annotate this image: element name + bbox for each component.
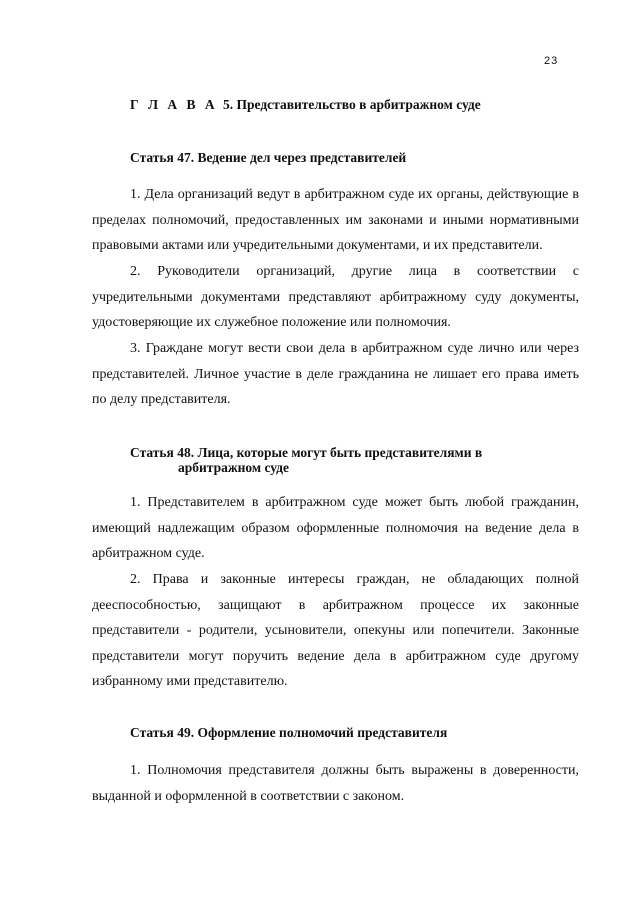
article-48-title xyxy=(130,445,482,475)
article-47-title: Статья 47. Ведение дел через представителей xyxy=(130,150,407,165)
article-48-paragraph-2: 2. Права и законные интересы граждан, не обладающих полной дееспособностью, защищают в арбитражном процессе их законные представители - родители, усыновители, опекуны или попечители. Законные представители могут поручить ведение дела в арбитражном суде другому избранному ими представителю. xyxy=(92,572,579,689)
page-number: 23 xyxy=(544,55,559,67)
article-47-paragraph-3: 3. Граждане могут вести свои дела в арбитражном суде лично или через представителей. Личное участие в деле гражданина не лишает его права иметь по делу представителя. xyxy=(92,341,579,407)
article-48-title-line-2: арбитражном суде xyxy=(178,460,290,475)
article-49-paragraph-1: 1. Полномочия представителя должны быть выражены в доверенности, выданной и оформленной в соответствии с законом. xyxy=(92,763,579,804)
chapter-label: Г Л А В А xyxy=(130,97,218,112)
article-49-title: Статья 49. Оформление полномочий представителя xyxy=(130,725,448,740)
article-48-paragraph-1: 1. Представителем в арбитражном суде может быть любой гражданин, имеющий надлежащим образом оформленные полномочия на ведение дела в арбитражном суде. xyxy=(92,495,579,561)
article-47-paragraph-2: 2. Руководители организаций, другие лица в соответствии с учредительными документами представляют арбитражному суду документы, удостоверяющие их служебное положение или полномочия. xyxy=(92,264,579,330)
chapter-title xyxy=(130,97,481,113)
chapter-name: 5. Представительство в арбитражном суде xyxy=(223,97,481,112)
article-47-paragraph-1: 1. Дела организаций ведут в арбитражном суде их органы, действующие в пределах полномочий, предоставленных им законами и иными нормативными правовыми актами или учредительными документами, и их представители. xyxy=(92,187,579,253)
article-48-title-line-1: Статья 48. Лица, которые могут быть представителями в xyxy=(130,445,483,460)
